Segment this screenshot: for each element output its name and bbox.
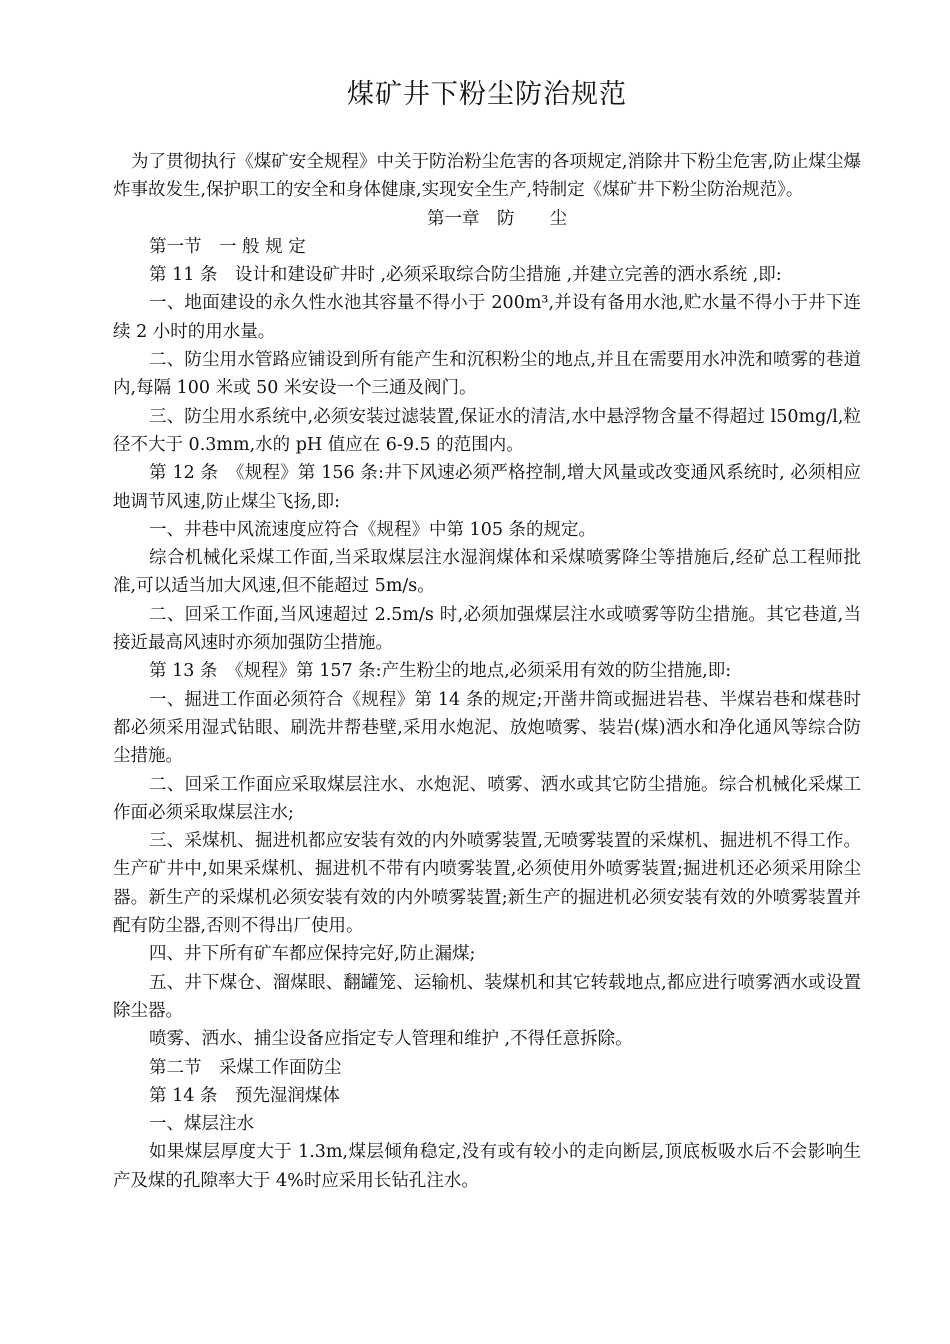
section-heading: 第二节 采煤工作面防尘 bbox=[149, 1057, 342, 1078]
body-paragraph: 二、回采工作面,当风速超过 2.5m/s 时,必须加强煤层注水或喷雾等防尘措施。其它巷道,当接近最高风速时亦须加强防尘措施。 bbox=[113, 604, 861, 654]
body-paragraph: 五、井下煤仓、溜煤眼、翻罐笼、运输机、装煤机和其它转载地点,都应进行喷雾洒水或设置除尘器。 bbox=[113, 972, 861, 1021]
body-paragraph: 二、回采工作面应采取煤层注水、水炮泥、喷雾、洒水或其它防尘措施。综合机械化采煤工作面必须采取煤层注水; bbox=[113, 774, 861, 823]
body-paragraph: 三、防尘用水系统中,必须安装过滤装置,保证水的清洁,水中悬浮物含量不得超过 l50mg/l,粒径不大于 0.3mm,水的 pH 值应在 6-9.5 的范围内。 bbox=[113, 406, 861, 455]
body-paragraph: 一、掘进工作面必须符合《规程》第 14 条的规定;开凿井筒或掘进岩巷、半煤岩巷和煤巷时都必须采用湿式钻眼、刷洗井帮巷壁,采用水炮泥、放炮喷雾、装岩(煤)洒水和净化通风等综合防尘措施。 bbox=[113, 689, 861, 767]
body-paragraph: 三、采煤机、掘进机都应安装有效的内外喷雾装置,无喷雾装置的采煤机、掘进机不得工作。生产矿井中,如果采煤机、掘进机不带有内喷雾装置,必须使用外喷雾装置;掘进机还必须采用除尘器。新生产的采煤机必须安装有效的内外喷雾装置;新生产的掘进机必须安装有效的外喷雾装置并配有防尘器,否则不得出厂使用。 bbox=[113, 831, 861, 937]
body-paragraph: 如果煤层厚度大于 1.3m,煤层倾角稳定,没有或有较小的走向断层,顶底板吸水后不会影响生产及煤的孔隙率大于 4%时应采用长钻孔注水。 bbox=[113, 1142, 861, 1191]
body-paragraph: 二、防尘用水管路应铺设到所有能产生和沉积粉尘的地点,并且在需要用水冲洗和喷雾的巷道内,每隔 100 米或 50 米安设一个三通及阀门。 bbox=[113, 350, 861, 399]
article-heading: 第 14 条 预先湿润煤体 bbox=[149, 1085, 340, 1106]
section-heading: 第一节 一 般 规 定 bbox=[149, 236, 306, 257]
sub-heading: 一、煤层注水 bbox=[149, 1114, 254, 1135]
article-heading: 第 13 条 《规程》第 157 条:产生粉尘的地点,必须采用有效的防尘措施,即: bbox=[149, 661, 732, 682]
document-page bbox=[113, 70, 861, 1195]
body-paragraph: 一、地面建设的永久性水池其容量不得小于 200m³,并设有备用水池,贮水量不得小于井下连续 2 小时的用水量。 bbox=[113, 293, 861, 342]
article-heading: 第 11 条 设计和建设矿井时 ,必须采取综合防尘措施 ,并建立完善的洒水系统 ,即: bbox=[149, 265, 782, 286]
body-paragraph: 一、井巷中风流速度应符合《规程》中第 105 条的规定。 bbox=[149, 519, 597, 540]
intro-paragraph: 为了贯彻执行《煤矿安全规程》中关于防治粉尘危害的各项规定,消除井下粉尘危害,防止煤尘爆炸事故发生,保护职工的安全和身体健康,实现安全生产,特制定《煤矿井下粉尘防治规范》。 bbox=[113, 152, 861, 201]
body-paragraph: 四、井下所有矿车都应保持完好,防止漏煤; bbox=[149, 944, 476, 965]
chapter-heading: 第一章 防 尘 bbox=[427, 208, 567, 229]
body-paragraph: 喷雾、洒水、捕尘设备应指定专人管理和维护 ,不得任意拆除。 bbox=[149, 1029, 633, 1050]
document-title: 煤矿井下粉尘防治规范 bbox=[347, 79, 627, 110]
article-heading: 第 12 条 《规程》第 156 条:井下风速必须严格控制,增大风量或改变通风系统时, 必须相应地调节风速,防止煤尘飞扬,即: bbox=[113, 463, 861, 512]
body-paragraph: 综合机械化采煤工作面,当采取煤层注水湿润煤体和采煤喷雾降尘等措施后,经矿总工程师批准,可以适当加大风速,但不能超过 5m/s。 bbox=[113, 548, 861, 597]
